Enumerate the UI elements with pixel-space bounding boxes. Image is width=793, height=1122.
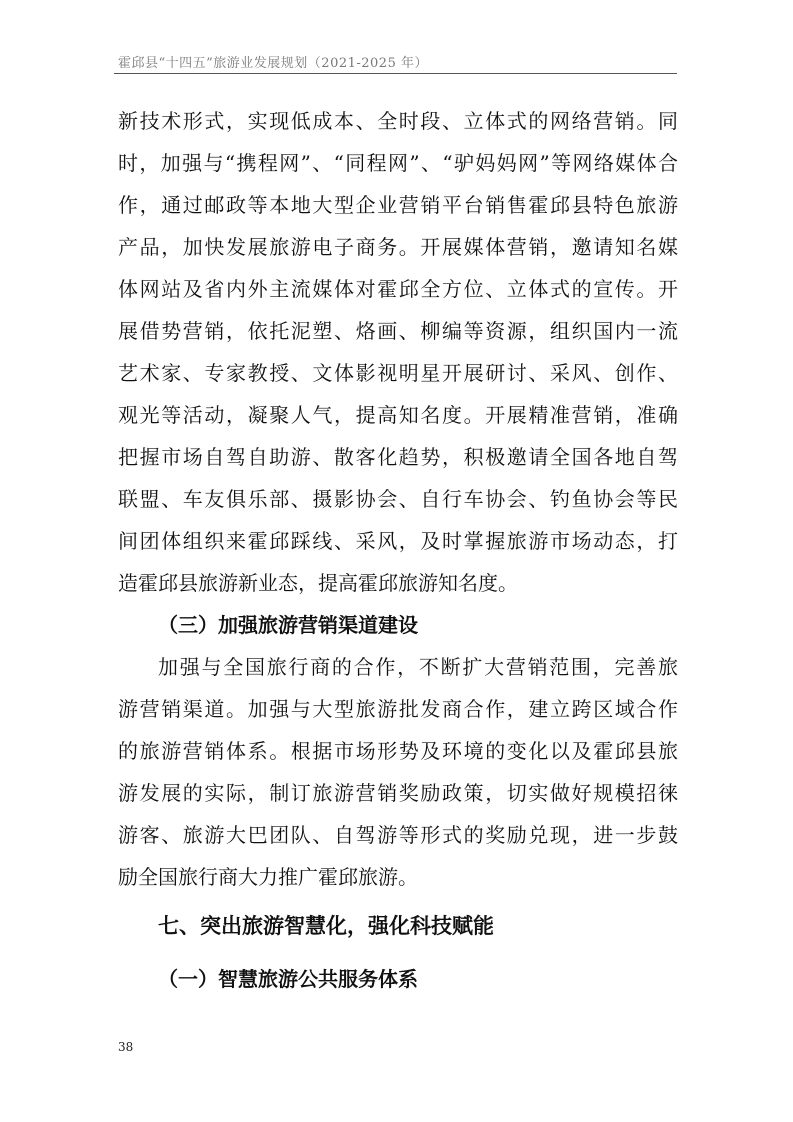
text-line: 观光等活动，凝聚人气，提高知名度。开展精准营销，准确 xyxy=(118,403,678,427)
paragraph-marketing-channels xyxy=(118,646,678,898)
text-line: 产品，加快发展旅游电子商务。开展媒体营销，邀请知名媒 xyxy=(118,235,678,259)
text-line: 作，通过邮政等本地大型企业营销平台销售霍邱县特色旅游 xyxy=(118,193,678,217)
text-line: 新技术形式，实现低成本、全时段、立体式的网络营销。同 xyxy=(118,109,678,133)
section-heading-marketing-channels: （三）加强旅游营销渠道建设 xyxy=(158,613,418,637)
text-line: 联盟、车友俱乐部、摄影协会、自行车协会、钓鱼协会等民 xyxy=(118,487,678,511)
text-line: 游客、旅游大巴团队、自驾游等形式的奖励兑现，进一步鼓 xyxy=(118,823,678,847)
chapter-heading-block xyxy=(118,904,678,948)
text-line: 励全国旅行商大力推广霍邱旅游。 xyxy=(118,865,418,889)
section-heading-public-service: （一）智慧旅游公共服务体系 xyxy=(158,967,418,991)
document-body xyxy=(118,100,678,898)
text-line: 展借势营销，依托泥塑、烙画、柳编等资源，组织国内一流 xyxy=(118,319,678,343)
paragraph-network-marketing xyxy=(118,100,678,604)
text-line: 造霍邱县旅游新业态，提高霍邱旅游知名度。 xyxy=(118,571,518,595)
text-line: 时，加强与“携程网”、“同程网”、“驴妈妈网”等网络媒体合 xyxy=(118,151,678,175)
text-line: 把握市场自驾自助游、散客化趋势，积极邀请全国各地自驾 xyxy=(118,445,678,469)
text-line: 游发展的实际，制订旅游营销奖励政策，切实做好规模招徕 xyxy=(118,781,678,805)
running-header: 霍邱县“十四五”旅游业发展规划（2021-2025 年） xyxy=(118,56,428,71)
chapter-heading-smart-tourism: 七、突出旅游智慧化，强化科技赋能 xyxy=(158,914,494,938)
text-line: 游营销渠道。加强与大型旅游批发商合作，建立跨区域合作 xyxy=(118,697,678,721)
text-line: 体网站及省内外主流媒体对霍邱全方位、立体式的宣传。开 xyxy=(118,277,678,301)
text-line: 加强与全国旅行商的合作，不断扩大营销范围，完善旅 xyxy=(158,655,678,679)
header-divider xyxy=(114,73,677,74)
text-line: 间团体组织来霍邱踩线、采风，及时掌握旅游市场动态，打 xyxy=(118,529,678,553)
text-line: 的旅游营销体系。根据市场形势及环境的变化以及霍邱县旅 xyxy=(118,739,678,763)
text-line: 艺术家、专家教授、文体影视明星开展研讨、采风、创作、 xyxy=(118,361,678,385)
page-number: 38 xyxy=(118,1040,134,1054)
